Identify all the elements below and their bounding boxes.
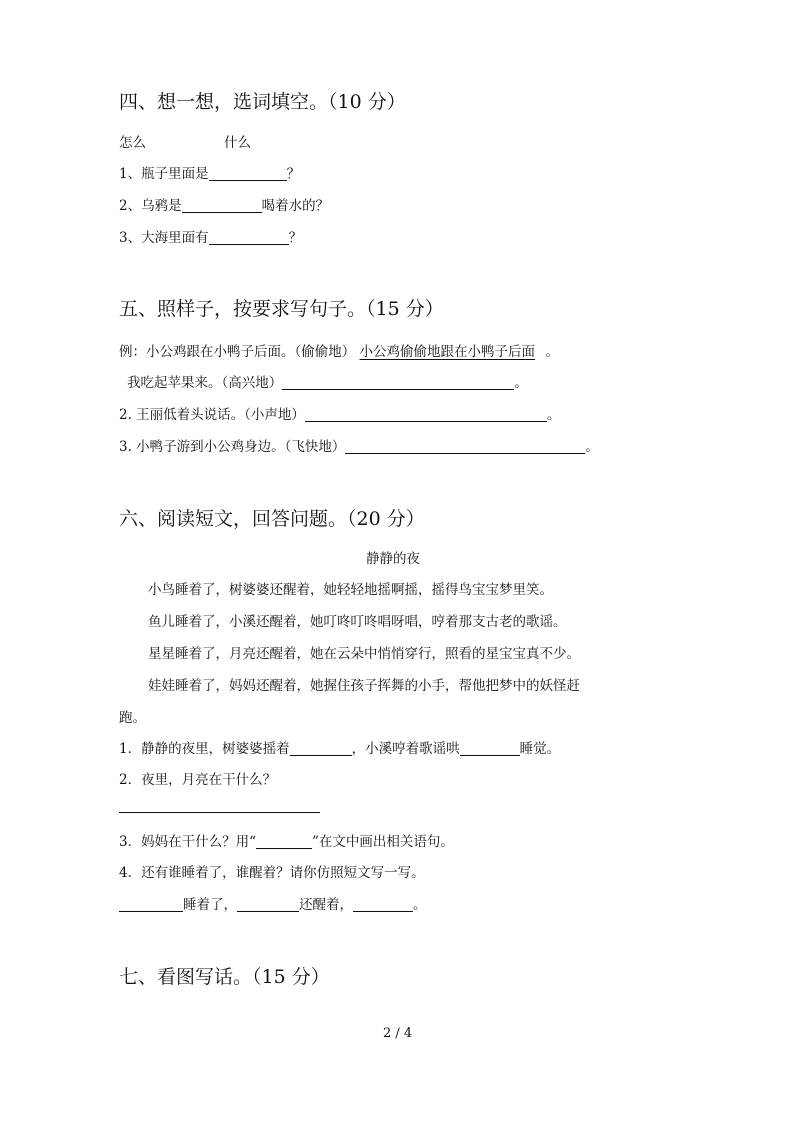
- answer-line[interactable]: [345, 439, 585, 454]
- s5-q3-end: 。: [585, 439, 599, 455]
- s4-q1-end: ？: [286, 166, 301, 182]
- passage-paragraph-3: 星星睡着了，月亮还醒着，她在云朵中悄悄穿行，照看的星宝宝真不少。: [148, 646, 580, 662]
- s4-q3-text: 3、大海里面有: [119, 230, 209, 246]
- s6-q4-text-c: 。: [413, 897, 427, 913]
- section-7-title: 七、看图写话。（15 分）: [119, 966, 330, 988]
- s5-question-2: [119, 403, 560, 423]
- section-5-title: 五、照样子，按要求写句子。（15 分）: [119, 298, 444, 320]
- s4-q1-text: 1、瓶子里面是: [119, 166, 209, 182]
- s6-q2-answer-line[interactable]: [119, 812, 320, 813]
- answer-blank[interactable]: [182, 198, 262, 213]
- s5-q1-end: 。: [514, 375, 528, 391]
- word-option-shenme: 什么: [224, 135, 251, 151]
- s5-q2-text: 2. 王丽低着头说话。（小声地）: [119, 407, 305, 423]
- answer-line[interactable]: [305, 407, 547, 422]
- s5-question-3: [119, 435, 599, 455]
- s6-q1-text-b: ，小溪哼着歌谣哄: [351, 741, 460, 757]
- s5-q3-text: 3. 小鸭子游到小公鸡身边。（飞快地）: [119, 439, 346, 455]
- answer-blank[interactable]: [209, 166, 287, 181]
- word-option-zenme: 怎么: [119, 135, 146, 151]
- s6-question-3: [119, 830, 454, 850]
- s6-q4-fill-line: [119, 893, 427, 913]
- s4-question-1: [119, 162, 300, 182]
- s4-q3-end: ？: [288, 230, 303, 246]
- section-4-title: 四、想一想，选词填空。（10 分）: [119, 91, 406, 113]
- answer-blank[interactable]: [256, 834, 312, 849]
- s6-q3-text-b: ”在文中画出相关语句。: [312, 834, 454, 850]
- passage-paragraph-2: 鱼儿睡着了，小溪还醒着，她叮咚叮咚唱呀唱，哼着那支古老的歌谣。: [148, 614, 567, 630]
- answer-blank[interactable]: [460, 741, 520, 756]
- passage-paragraph-4-cont: 跑。: [119, 710, 146, 726]
- s6-q1-text-a: 1．静静的夜里，树婆婆摇着: [119, 741, 290, 757]
- s6-q1-text-c: 睡觉。: [519, 741, 561, 757]
- s6-q4-text-b: 还醒着，: [299, 897, 353, 913]
- answer-line[interactable]: [282, 375, 514, 390]
- s6-question-2: 2．夜里，月亮在干什么？: [119, 772, 277, 788]
- answer-blank[interactable]: [209, 230, 289, 245]
- s5-example-answer: 小公鸡偷偷地跟在小鸭子后面: [359, 344, 536, 360]
- s5-example-end: 。: [545, 344, 559, 360]
- passage-paragraph-4: 娃娃睡着了，妈妈还醒着，她握住孩子挥舞的小手，帮他把梦中的妖怪赶: [148, 678, 580, 694]
- s6-q4-text-a: 睡着了，: [183, 897, 237, 913]
- s6-q3-text-a: 3．妈妈在干什么？用“: [119, 834, 256, 850]
- passage-paragraph-1: 小鸟睡着了，树婆婆还醒着，她轻轻地摇啊摇，摇得鸟宝宝梦里笑。: [148, 582, 553, 598]
- answer-blank[interactable]: [237, 897, 299, 912]
- s5-q2-end: 。: [546, 407, 561, 423]
- answer-blank[interactable]: [290, 741, 352, 756]
- s4-q2-end: 喝着水的？: [261, 198, 330, 214]
- section-6-title: 六、阅读短文，回答问题。（20 分）: [119, 508, 425, 530]
- s4-q2-text: 2、乌鸦是: [119, 198, 182, 214]
- s4-question-3: [119, 226, 302, 246]
- answer-blank[interactable]: [119, 897, 183, 912]
- passage-title: 静静的夜: [366, 551, 420, 567]
- s5-example: [119, 340, 559, 360]
- s5-example-text: 例：小公鸡跟在小鸭子后面。（偷偷地）: [119, 344, 356, 360]
- page-number: 2 / 4: [383, 1026, 413, 1041]
- s5-q1-text: 我吃起苹果来。（高兴地）: [127, 375, 283, 391]
- s6-question-4: 4．还有谁睡着了，谁醒着？请你仿照短文写一写。: [119, 865, 425, 881]
- s6-question-1: [119, 737, 560, 757]
- s4-question-2: [119, 194, 329, 214]
- answer-blank[interactable]: [353, 897, 413, 912]
- s5-question-1: [127, 371, 528, 391]
